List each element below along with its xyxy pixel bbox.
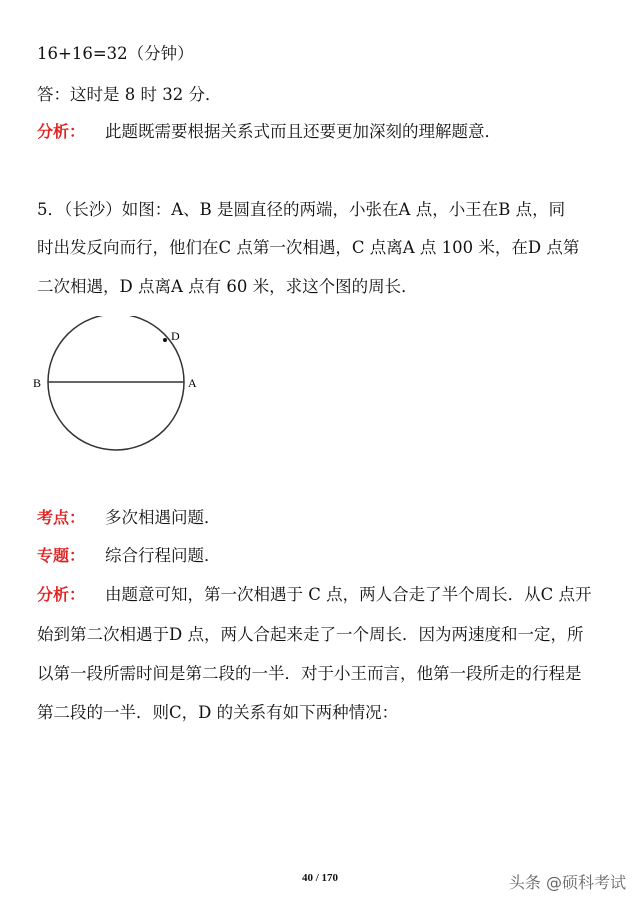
- problem-line-1: 5．（长沙）如图：A、B 是圆直径的两端，小张在A 点，小王在B 点，同: [37, 200, 566, 219]
- label-a: A: [188, 376, 197, 390]
- text-line-1: 16+16=32（分钟）: [37, 44, 194, 63]
- knowledge-point-line: [37, 508, 221, 528]
- topic-line: [37, 546, 221, 566]
- page-number: 40 / 170: [301, 872, 339, 884]
- circle-diagram: [30, 316, 210, 452]
- topic-text: 综合行程问题．: [105, 546, 221, 565]
- analysis-text-2: 由题意可知，第一次相遇于 C 点，两人合走了半个周长．从C 点开: [105, 585, 592, 604]
- analysis-line-4: 以第一段所需时间是第二段的一半．对于小王而言，他第一段所走的行程是: [37, 664, 582, 683]
- text-line-2: 答：这时是 8 时 32 分．: [37, 85, 222, 104]
- analysis-label: 分析：: [37, 122, 86, 141]
- label-d: D: [171, 329, 180, 343]
- analysis-text: 此题既需要根据关系式而且还要更加深刻的理解题意．: [105, 122, 502, 141]
- circle-diagram-svg: [30, 316, 210, 452]
- problem-line-3: 二次相遇，D 点离A 点有 60 米，求这个图的周长．: [37, 277, 418, 296]
- analysis-line-1: [37, 122, 501, 142]
- analysis-line-2: [37, 585, 592, 605]
- analysis-label-2: 分析：: [37, 585, 86, 604]
- analysis-line-5: 第二段的一半．则C，D 的关系有如下两种情况：: [37, 703, 399, 722]
- watermark: 头条 @硕科考试: [508, 873, 626, 892]
- circle-outline: [48, 316, 184, 450]
- topic-label: 专题：: [37, 546, 86, 565]
- problem-line-2: 时出发反向而行，他们在C 点第一次相遇，C 点离A 点 100 米，在D 点第: [37, 238, 580, 257]
- point-d-dot: [163, 338, 167, 342]
- knowledge-point-text: 多次相遇问题．: [105, 508, 221, 527]
- analysis-line-3: 始到第二次相遇于D 点，两人合起来走了一个周长．因为两速度和一定，所: [37, 625, 584, 644]
- label-b: B: [33, 376, 42, 390]
- knowledge-point-label: 考点：: [37, 508, 86, 527]
